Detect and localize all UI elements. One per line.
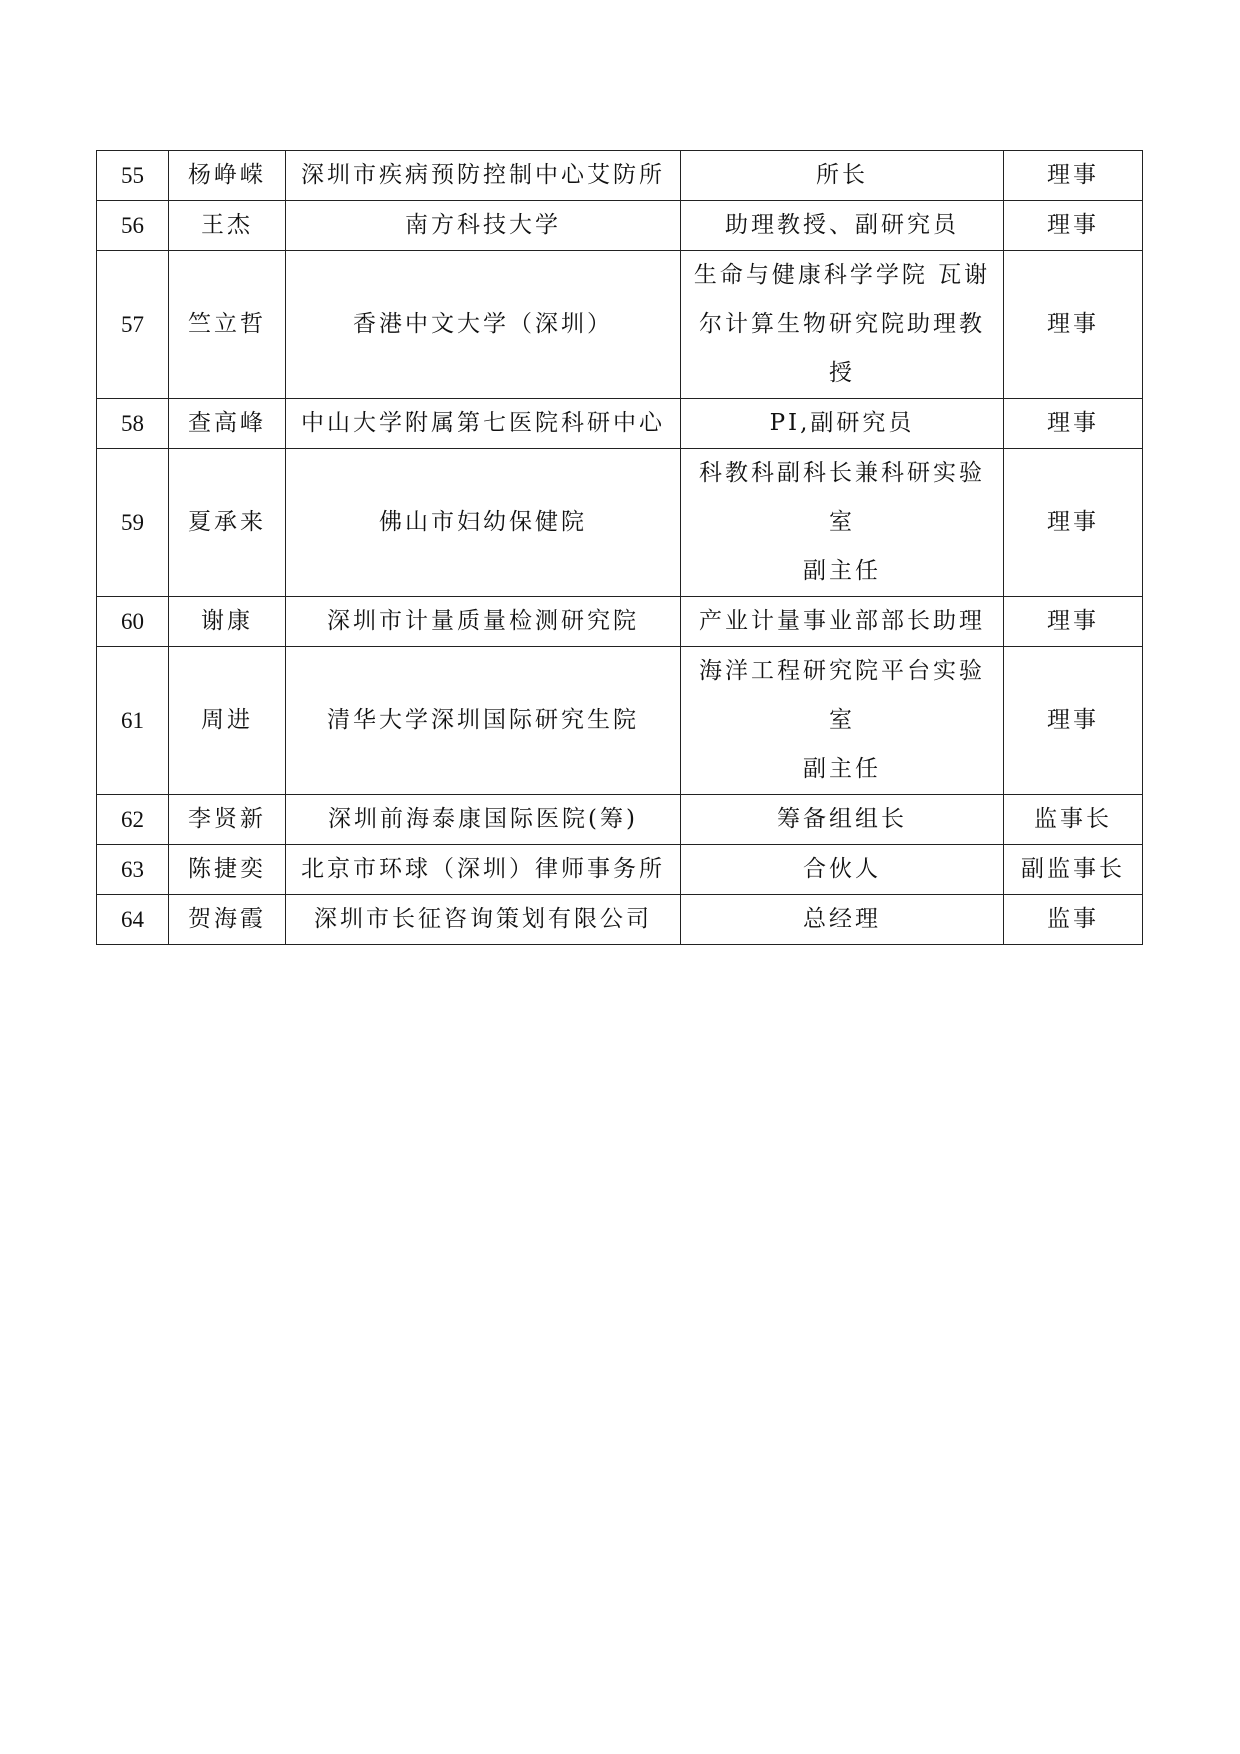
- member-title: [681, 647, 1004, 795]
- member-title-line: 产业计量事业部部长助理: [699, 608, 985, 634]
- member-role: 理事: [1004, 251, 1143, 399]
- member-title-line: 助理教授、副研究员: [725, 212, 959, 238]
- member-title-line: 总经理: [803, 906, 881, 932]
- member-role: 理事: [1004, 201, 1143, 251]
- member-title: [681, 597, 1004, 647]
- member-organization: 佛山市妇幼保健院: [286, 449, 681, 597]
- member-title: [681, 201, 1004, 251]
- member-title-line: 所长: [816, 162, 868, 188]
- member-name: 陈捷奕: [169, 845, 286, 895]
- member-organization: 香港中文大学（深圳）: [286, 251, 681, 399]
- table-row: [97, 845, 1143, 895]
- member-name: 周进: [169, 647, 286, 795]
- member-organization: 中山大学附属第七医院科研中心: [286, 399, 681, 449]
- row-number: 61: [97, 647, 169, 795]
- member-title-line: 副主任: [803, 756, 881, 782]
- member-organization: 深圳市计量质量检测研究院: [286, 597, 681, 647]
- member-role: 理事: [1004, 399, 1143, 449]
- member-title-line: 生命与健康科学学院 瓦谢: [693, 262, 991, 288]
- member-role: 理事: [1004, 449, 1143, 597]
- member-title: [681, 399, 1004, 449]
- member-role: 理事: [1004, 597, 1143, 647]
- member-role: 监事长: [1004, 795, 1143, 845]
- member-name: 杨峥嵘: [169, 151, 286, 201]
- member-organization: 清华大学深圳国际研究生院: [286, 647, 681, 795]
- member-organization: 北京市环球（深圳）律师事务所: [286, 845, 681, 895]
- table-row: [97, 449, 1143, 597]
- member-title: [681, 251, 1004, 399]
- table-row: [97, 795, 1143, 845]
- table-row: [97, 151, 1143, 201]
- table-row: [97, 399, 1143, 449]
- member-title-line: 合伙人: [803, 856, 881, 882]
- member-title: [681, 151, 1004, 201]
- table-row: [97, 201, 1143, 251]
- member-role: 理事: [1004, 647, 1143, 795]
- row-number: 55: [97, 151, 169, 201]
- table-row: [97, 647, 1143, 795]
- member-name: 夏承来: [169, 449, 286, 597]
- row-number: 62: [97, 795, 169, 845]
- member-title-line: 海洋工程研究院平台实验室: [699, 658, 985, 733]
- row-number: 63: [97, 845, 169, 895]
- member-organization: 南方科技大学: [286, 201, 681, 251]
- row-number: 59: [97, 449, 169, 597]
- member-title: [681, 795, 1004, 845]
- member-table: [96, 150, 1143, 945]
- table-row: [97, 895, 1143, 945]
- member-title-line: 尔计算生物研究院助理教授: [699, 311, 985, 386]
- member-name: 贺海霞: [169, 895, 286, 945]
- member-name: 王杰: [169, 201, 286, 251]
- table-row: [97, 597, 1143, 647]
- member-title: [681, 895, 1004, 945]
- member-title: [681, 449, 1004, 597]
- row-number: 57: [97, 251, 169, 399]
- table-row: [97, 251, 1143, 399]
- member-name: 竺立哲: [169, 251, 286, 399]
- member-title: [681, 845, 1004, 895]
- member-role: 副监事长: [1004, 845, 1143, 895]
- member-organization: 深圳前海泰康国际医院(筹): [286, 795, 681, 845]
- member-name: 查高峰: [169, 399, 286, 449]
- member-table-body: [97, 151, 1143, 945]
- row-number: 58: [97, 399, 169, 449]
- member-title-line: 副主任: [803, 558, 881, 584]
- member-name: 李贤新: [169, 795, 286, 845]
- member-role: 监事: [1004, 895, 1143, 945]
- row-number: 64: [97, 895, 169, 945]
- member-name: 谢康: [169, 597, 286, 647]
- member-organization: 深圳市疾病预防控制中心艾防所: [286, 151, 681, 201]
- member-role: 理事: [1004, 151, 1143, 201]
- member-title-line: PI,副研究员: [769, 410, 915, 436]
- member-title-line: 筹备组组长: [777, 806, 907, 832]
- member-organization: 深圳市长征咨询策划有限公司: [286, 895, 681, 945]
- member-title-line: 科教科副科长兼科研实验室: [699, 460, 985, 535]
- row-number: 56: [97, 201, 169, 251]
- row-number: 60: [97, 597, 169, 647]
